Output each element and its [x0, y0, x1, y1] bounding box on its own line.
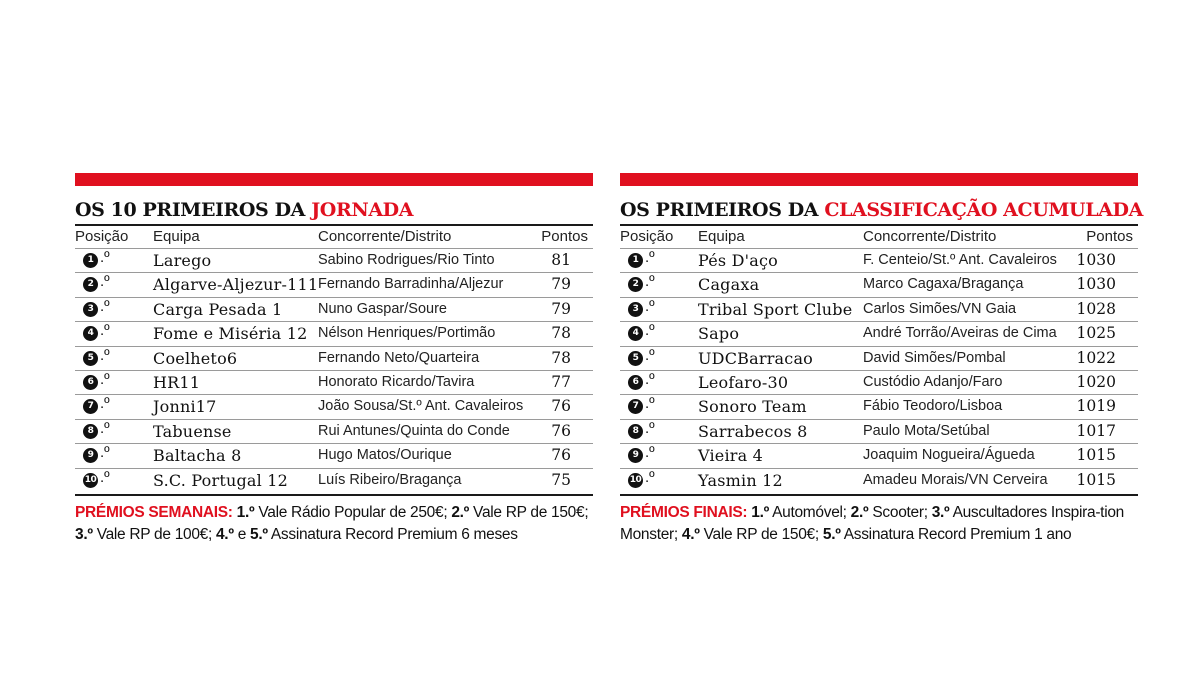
points-value: 1028: [1076, 299, 1116, 318]
table-row: [75, 272, 593, 296]
points-value: 1030: [1076, 275, 1116, 294]
table-row: [75, 370, 593, 394]
prize-rank: 2.º: [447, 503, 470, 521]
title-prefix: OS 10 PRIMEIROS DA: [75, 199, 312, 221]
ranking-rows: [620, 248, 1138, 492]
player-district: Paulo Mota/Setúbal: [863, 422, 990, 439]
rank-cell: [83, 347, 110, 370]
rank-cell: [628, 347, 655, 370]
rank-ordinal: .º: [645, 419, 655, 437]
points-value: 79: [551, 299, 571, 318]
player-district: Hugo Matos/Ourique: [318, 447, 452, 464]
table-row: [620, 443, 1138, 467]
prize-rank: 5.º: [250, 526, 268, 544]
team-name: Vieira 4: [698, 446, 764, 466]
team-name: Leofaro-30: [698, 372, 789, 392]
rank-ordinal: .º: [645, 468, 655, 486]
player-district: Fernando Barradinha/Aljezur: [318, 276, 504, 293]
prizes-label: PRÉMIOS SEMANAIS:: [75, 503, 233, 521]
table-end-rule: [620, 494, 1138, 496]
table-header: [620, 226, 1138, 248]
points-value: 76: [551, 446, 571, 465]
points-value: 1020: [1076, 372, 1116, 391]
prize-text: Vale RP de 100€;: [92, 526, 212, 544]
rank-ordinal: .º: [100, 468, 110, 486]
rank-cell: [628, 273, 655, 296]
rank-badge-icon: 8: [628, 424, 643, 439]
prize-rank: 4.º: [211, 526, 234, 544]
rank-ordinal: .º: [100, 249, 110, 266]
rank-cell: [628, 249, 655, 272]
points-value: 1019: [1076, 397, 1116, 416]
title-prefix: OS PRIMEIROS DA: [620, 199, 825, 221]
table-row: [620, 370, 1138, 394]
points-value: 76: [551, 397, 571, 416]
rank-cell: [83, 273, 110, 296]
player-district: Luís Ribeiro/Bragança: [318, 471, 462, 488]
prize-rank: 3.º: [75, 526, 93, 544]
ranking-rows: [75, 248, 593, 492]
rank-badge-icon: 2: [628, 277, 643, 292]
points-value: 1022: [1076, 348, 1116, 367]
header-points: Pontos: [541, 228, 588, 245]
table-row: [620, 297, 1138, 321]
rank-badge-icon: 10: [628, 473, 643, 488]
rank-ordinal: .º: [645, 249, 655, 266]
prizes-text: [75, 502, 593, 547]
red-top-bar: [75, 173, 593, 186]
team-name: Fome e Miséria 12: [153, 324, 308, 344]
header-team: Equipa: [698, 228, 745, 245]
rank-cell: [83, 420, 110, 443]
team-name: Yasmin 12: [698, 470, 783, 490]
rank-badge-icon: 10: [83, 473, 98, 488]
prize-text: Vale RP de 150€;: [469, 503, 589, 521]
team-name: Sarrabecos 8: [698, 421, 808, 441]
prize-text: Vale RP de 150€;: [699, 526, 819, 544]
rank-ordinal: .º: [100, 273, 110, 291]
team-name: Jonni17: [153, 397, 217, 417]
header-points: Pontos: [1086, 228, 1133, 245]
player-district: Sabino Rodrigues/Rio Tinto: [318, 252, 495, 268]
points-value: 75: [551, 470, 571, 489]
rank-badge-icon: 9: [83, 448, 98, 463]
team-name: HR11: [153, 372, 201, 392]
rank-cell: [83, 371, 110, 394]
team-name: Tribal Sport Clube: [698, 299, 853, 319]
rank-ordinal: .º: [645, 297, 655, 315]
red-top-bar: [620, 173, 1138, 186]
prize-text: e: [233, 526, 251, 544]
table-row: [75, 468, 593, 492]
header-team: Equipa: [153, 228, 200, 245]
rank-badge-icon: 1: [628, 253, 643, 268]
rank-cell: [628, 469, 655, 492]
prizes-label: PRÉMIOS FINAIS:: [620, 503, 748, 521]
rank-cell: [628, 395, 655, 418]
rank-cell: [628, 420, 655, 443]
rank-badge-icon: 5: [83, 351, 98, 366]
player-district: Fernando Neto/Quarteira: [318, 349, 480, 366]
team-name: S.C. Portugal 12: [153, 470, 288, 490]
player-district: Honorato Ricardo/Tavira: [318, 373, 475, 390]
table-row: [75, 443, 593, 467]
player-district: Marco Cagaxa/Bragança: [863, 276, 1024, 293]
rank-cell: [83, 249, 110, 272]
table-row: [620, 321, 1138, 345]
team-name: Cagaxa: [698, 275, 760, 295]
rank-ordinal: .º: [100, 297, 110, 315]
rank-cell: [83, 444, 110, 467]
rank-badge-icon: 9: [628, 448, 643, 463]
table-row: [620, 248, 1138, 272]
table-row: [75, 419, 593, 443]
rank-ordinal: .º: [645, 322, 655, 340]
prize-rank: 4.º: [677, 526, 700, 544]
points-value: 78: [551, 348, 571, 367]
rank-badge-icon: 1: [83, 253, 98, 268]
rank-cell: [83, 469, 110, 492]
player-district: F. Centeio/St.º Ant. Cavaleiros: [863, 252, 1057, 268]
player-district: Nélson Henriques/Portimão: [318, 325, 496, 342]
team-name: Sapo: [698, 324, 740, 344]
points-value: 77: [551, 372, 571, 391]
points-value: 79: [551, 275, 571, 294]
rank-ordinal: .º: [645, 370, 655, 388]
rank-ordinal: .º: [100, 322, 110, 340]
points-value: 1015: [1076, 446, 1116, 465]
rank-cell: [83, 322, 110, 345]
team-name: Larego: [153, 251, 212, 270]
rank-cell: [628, 371, 655, 394]
player-district: Custódio Adanjo/Faro: [863, 373, 1003, 390]
team-name: Tabuense: [153, 421, 232, 441]
table-row: [75, 297, 593, 321]
header-position: Posição: [620, 228, 674, 245]
table-row: [75, 346, 593, 370]
table-row: [620, 394, 1138, 418]
rank-badge-icon: 3: [83, 302, 98, 317]
rank-badge-icon: 6: [628, 375, 643, 390]
prize-rank: 1.º: [232, 503, 255, 521]
rank-badge-icon: 6: [83, 375, 98, 390]
rank-cell: [628, 444, 655, 467]
rank-ordinal: .º: [100, 444, 110, 462]
prize-text: Automóvel;: [768, 503, 847, 521]
rank-badge-icon: 7: [83, 399, 98, 414]
rank-ordinal: .º: [100, 395, 110, 413]
player-district: Joaquim Nogueira/Águeda: [863, 447, 1035, 464]
player-district: David Simões/Pombal: [863, 349, 1006, 366]
panel-title: [620, 196, 1143, 224]
points-value: 76: [551, 421, 571, 440]
points-value: 1017: [1076, 421, 1116, 440]
team-name: Coelheto6: [153, 348, 238, 368]
prize-text: Assinatura Record Premium 1 ano: [840, 526, 1072, 544]
player-district: Rui Antunes/Quinta do Conde: [318, 422, 510, 439]
team-name: Baltacha 8: [153, 446, 242, 466]
prize-rank: 2.º: [846, 503, 869, 521]
rank-ordinal: .º: [100, 419, 110, 437]
rank-badge-icon: 8: [83, 424, 98, 439]
prize-rank: 3.º: [927, 503, 950, 521]
table-row: [75, 321, 593, 345]
table-row: [620, 419, 1138, 443]
table-row: [620, 272, 1138, 296]
table-header: [75, 226, 593, 248]
prize-rank: 5.º: [818, 526, 841, 544]
prize-rank: 1.º: [747, 503, 769, 521]
points-value: 81: [551, 251, 571, 269]
player-district: João Sousa/St.º Ant. Cavaleiros: [318, 398, 524, 415]
player-district: Amadeu Morais/VN Cerveira: [863, 471, 1048, 488]
player-district: Nuno Gaspar/Soure: [318, 300, 447, 317]
accumulated-ranking-panel: [620, 173, 1143, 547]
rank-ordinal: .º: [100, 370, 110, 388]
rank-ordinal: .º: [645, 395, 655, 413]
prizes-text: [620, 502, 1138, 547]
title-accent: CLASSIFICAÇÃO ACUMULADA: [824, 199, 1143, 221]
rank-ordinal: .º: [645, 273, 655, 291]
rank-badge-icon: 7: [628, 399, 643, 414]
rank-badge-icon: 5: [628, 351, 643, 366]
rank-ordinal: .º: [645, 444, 655, 462]
rank-badge-icon: 2: [83, 277, 98, 292]
points-value: 78: [551, 324, 571, 343]
prize-text: Assinatura Record Premium 6 meses: [267, 526, 518, 544]
table-row: [75, 394, 593, 418]
rank-badge-icon: 3: [628, 302, 643, 317]
panel-title: [75, 196, 593, 224]
rank-cell: [83, 298, 110, 321]
points-value: 1025: [1076, 324, 1116, 343]
team-name: Pés D'aço: [698, 251, 778, 270]
rank-badge-icon: 4: [628, 326, 643, 341]
header-player: Concorrente/Distrito: [863, 228, 997, 245]
player-district: André Torrão/Aveiras de Cima: [863, 325, 1057, 342]
weekly-ranking-panel: [75, 173, 593, 547]
prize-text: Vale Rádio Popular de 250€;: [254, 503, 448, 521]
table-end-rule: [75, 494, 593, 496]
player-district: Carlos Simões/VN Gaia: [863, 300, 1017, 317]
header-position: Posição: [75, 228, 129, 245]
team-name: Sonoro Team: [698, 397, 807, 417]
table-row: [620, 346, 1138, 370]
team-name: Algarve-Aljezur-111: [153, 275, 319, 295]
header-player: Concorrente/Distrito: [318, 228, 452, 245]
player-district: Fábio Teodoro/Lisboa: [863, 398, 1003, 415]
team-name: Carga Pesada 1: [153, 299, 283, 319]
prize-text: Auscultadores Inspira-tion Monster;: [620, 503, 1124, 544]
rank-ordinal: .º: [645, 346, 655, 364]
table-row: [620, 468, 1138, 492]
rank-cell: [628, 322, 655, 345]
rank-cell: [83, 395, 110, 418]
rank-cell: [628, 298, 655, 321]
title-accent: JORNADA: [311, 199, 414, 221]
table-row: [75, 248, 593, 272]
prize-text: Scooter;: [868, 503, 928, 521]
points-value: 1015: [1076, 470, 1116, 489]
points-value: 1030: [1076, 251, 1116, 269]
rank-badge-icon: 4: [83, 326, 98, 341]
team-name: UDCBarracao: [698, 348, 814, 368]
rank-ordinal: .º: [100, 346, 110, 364]
